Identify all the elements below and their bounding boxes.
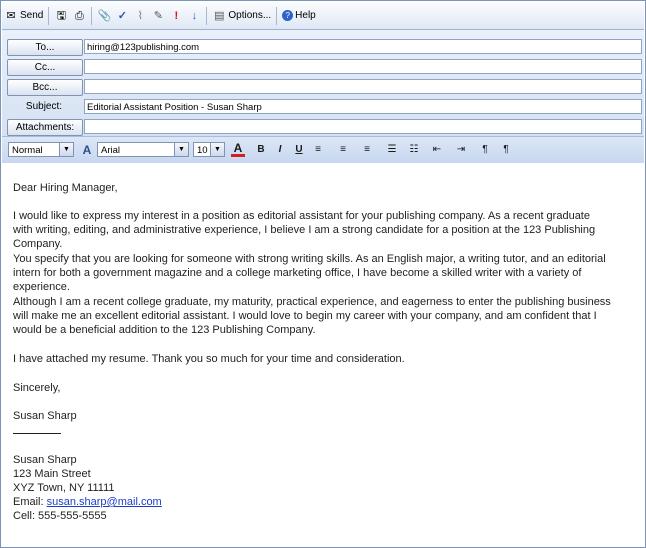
spellcheck-button[interactable]: [113, 5, 131, 27]
attachments-button[interactable]: Attachments:: [7, 119, 83, 136]
font-size-value: 10: [197, 145, 208, 156]
paragraph-line: with writing, editing, and administrative experience, I believe I am a strong candidate for a position at the 123 Publishing Company.: [13, 224, 596, 250]
font-family-select[interactable]: [97, 142, 189, 157]
message-body[interactable]: [2, 163, 644, 547]
font-icon: A: [82, 143, 92, 157]
attach-file-button[interactable]: [95, 5, 113, 27]
rtl-button[interactable]: ¶: [503, 144, 509, 155]
font-size-select[interactable]: [193, 142, 225, 157]
high-priority-icon: !: [174, 9, 179, 22]
paragraph-line: intern for both a government magazine and a college marketing office, I have become a skilled writer with a variety of experience.: [13, 267, 582, 293]
high-priority-button[interactable]: [167, 5, 185, 27]
paragraph-line: You specify that you are looking for someone with strong writing skills. As an English major, a writing tutor, and an editorial: [13, 253, 606, 265]
attach-file-icon: 📎: [97, 9, 112, 22]
paragraph-style-value: Normal: [12, 145, 43, 156]
toolbar-separator: [91, 7, 92, 25]
help-button[interactable]: [280, 5, 318, 27]
to-button[interactable]: To...: [7, 39, 83, 56]
paragraph-line: I have attached my resume. Thank you so much for your time and consideration.: [13, 353, 405, 365]
paragraph-line: would be a beneficial addition to the 123 Publishing Company.: [13, 324, 316, 336]
message-header: [2, 30, 644, 136]
insert-attachment-button[interactable]: [131, 5, 149, 27]
help-label: Help: [295, 10, 316, 21]
bold-button[interactable]: B: [257, 144, 265, 155]
toolbar-separator: [206, 7, 207, 25]
low-priority-button[interactable]: [185, 5, 203, 27]
sig-cell: Cell: 555-555-5555: [13, 510, 107, 522]
closing: Sincerely,: [13, 382, 61, 394]
chevron-down-icon: ▼: [59, 143, 73, 156]
toolbar: [2, 2, 644, 30]
signature-icon: ✎: [153, 9, 163, 22]
subject-label: Subject:: [25, 101, 63, 112]
signature: Susan Sharp: [13, 410, 77, 422]
sig-address-city: XYZ Town, NY 11111: [13, 482, 115, 494]
low-priority-icon: ↓: [191, 9, 198, 22]
align-left-button[interactable]: ≡: [315, 144, 321, 155]
align-center-button[interactable]: ≡: [340, 144, 346, 155]
paragraph-line: will make me an excellent editorial assistant. I would love to begin my career with your company, and am confident that I: [13, 310, 597, 322]
signature-button[interactable]: [149, 5, 167, 27]
signature-line: [13, 433, 61, 434]
italic-button[interactable]: I: [278, 144, 282, 155]
ltr-button[interactable]: ¶: [482, 144, 488, 155]
options-icon: ▤: [214, 9, 225, 22]
attachments-field[interactable]: [84, 119, 642, 134]
send-label: Send: [20, 10, 44, 21]
send-icon: ✉: [6, 9, 16, 22]
options-label: Options...: [228, 10, 272, 21]
bcc-field[interactable]: [84, 79, 642, 94]
paperclip-icon: ⌇: [137, 9, 144, 22]
print-button[interactable]: [70, 5, 88, 27]
formatting-toolbar: [2, 136, 644, 164]
sig-email-link[interactable]: susan.sharp@mail.com: [46, 496, 162, 508]
increase-indent-button[interactable]: ⇥: [456, 144, 466, 155]
sig-email-label: Email:: [13, 496, 44, 508]
save-button[interactable]: [52, 5, 70, 27]
align-right-button[interactable]: ≡: [364, 144, 370, 155]
spellcheck-icon: ✓: [117, 9, 127, 22]
toolbar-separator: [276, 7, 277, 25]
greeting: Dear Hiring Manager,: [13, 182, 118, 194]
font-color-button[interactable]: A: [231, 143, 245, 157]
cc-field[interactable]: [84, 59, 642, 74]
chevron-down-icon: ▼: [174, 143, 188, 156]
font-family-value: Arial: [101, 145, 121, 156]
bcc-button[interactable]: Bcc...: [7, 79, 83, 96]
decrease-indent-button[interactable]: ⇤: [432, 144, 442, 155]
chevron-down-icon: ▼: [210, 143, 224, 156]
to-field[interactable]: hiring@123publishing.com: [84, 39, 642, 54]
paragraph-style-select[interactable]: [8, 142, 74, 157]
toolbar-separator: [48, 7, 49, 25]
help-icon: ?: [282, 10, 293, 21]
cc-button[interactable]: Cc...: [7, 59, 83, 76]
sig-name: Susan Sharp: [13, 454, 77, 466]
paragraph-line: Although I am a recent college graduate, my maturity, practical experience, and eagerness to enter the publishing business: [13, 296, 611, 308]
bullet-list-button[interactable]: ☰: [387, 144, 397, 155]
options-button[interactable]: [210, 5, 273, 27]
subject-field[interactable]: Editorial Assistant Position - Susan Sharp: [84, 99, 642, 114]
sig-address-street: 123 Main Street: [13, 468, 91, 480]
sig-email-line: [13, 495, 639, 509]
save-icon: 🖫: [56, 9, 67, 22]
underline-button[interactable]: U: [295, 144, 303, 155]
print-icon: ⎙: [74, 9, 84, 22]
paragraph-line: I would like to express my interest in a position as editorial assistant for your publishing company. As a recent graduate: [13, 210, 590, 222]
send-button[interactable]: [2, 5, 45, 27]
numbered-list-button[interactable]: ☷: [409, 144, 419, 155]
